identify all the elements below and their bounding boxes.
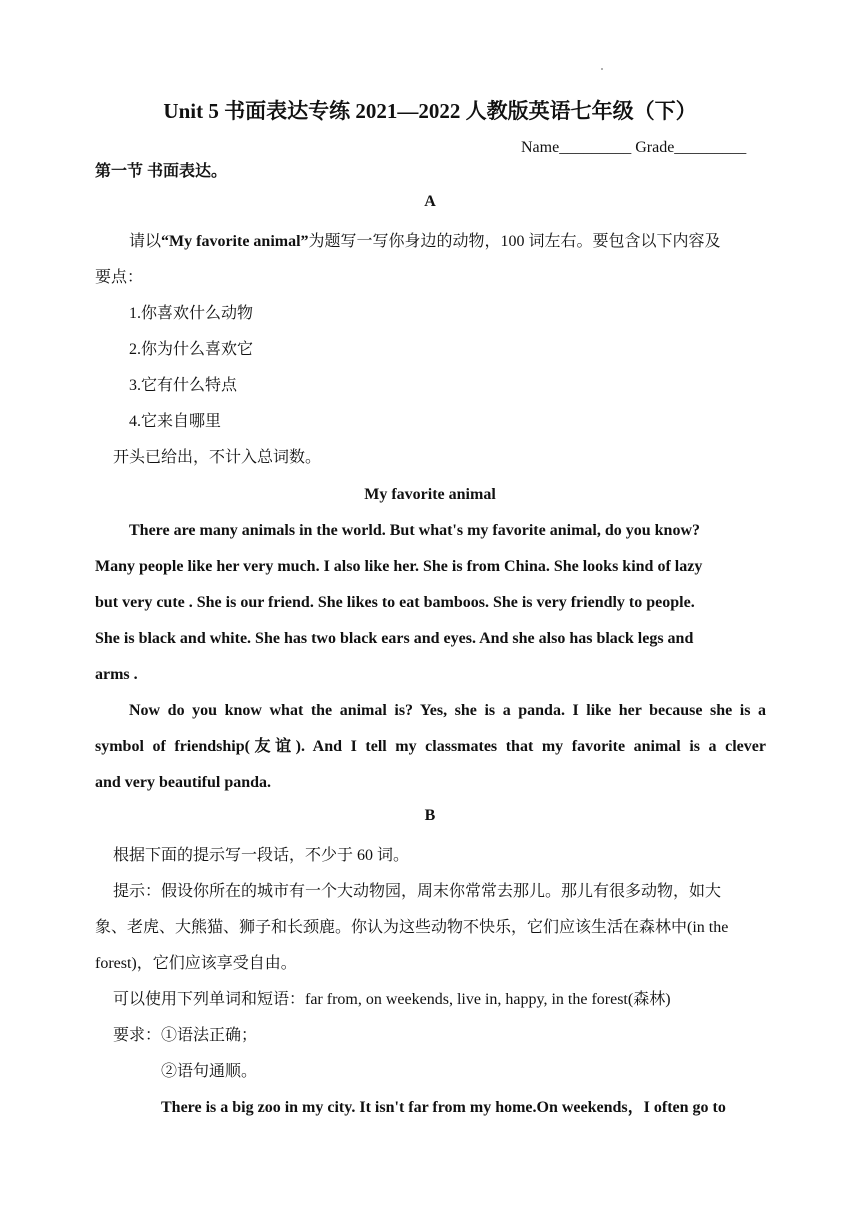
part-a-prompt [129,232,721,252]
point-item: 4.它来自哪里 [129,413,222,430]
prompt-text-post: 为题写一写你身边的动物，100 词左右。要包含以下内容及 [308,233,721,250]
name-grade-line: Name_________ Grade_________ [521,139,747,156]
page-title: Unit 5 书面表达专练 2021—2022 人教版英语七年级（下） [163,99,697,123]
part-b-essay-start: There is a big zoo in my city. It isn't far from my home.On weekends，I often go to [161,1099,726,1116]
part-b-words: 可以使用下列单词和短语：far from, on weekends, live in, happy, in the forest(森林) [113,991,671,1008]
part-b-hint: forest)，它们应该享受自由。 [95,955,297,972]
point-item: 1.你喜欢什么动物 [129,305,254,322]
part-a-label: A [424,193,436,210]
part-b-requirement: ②语句通顺。 [161,1063,258,1080]
essay-line: and very beautiful panda. [95,774,272,791]
part-b-hint: 提示：假设你所在的城市有一个大动物园，周末你常常去那儿。那儿有很多动物，如大 [113,883,722,900]
section-heading: 第一节 书面表达。 [95,163,228,180]
prompt-text-pre: 请以 [129,233,162,250]
part-b-label: B [424,807,436,824]
part-a-prompt-cont: 要点： [95,269,144,286]
essay-line: Now do you know what the animal is? Yes, she is a panda. I like her because she is a [129,702,766,719]
essay-line: Many people like her very much. I also like her. She is from China. She looks kind of lazy [95,558,703,575]
part-a-note: 开头已给出，不计入总词数。 [113,449,322,466]
essay-line: symbol of friendship(友谊). And I tell my classmates that my favorite animal is a clever [95,738,766,755]
essay-line: but very cute . She is our friend. She likes to eat bamboos. She is very friendly to people. [95,594,695,611]
essay-title: My favorite animal [364,486,496,503]
essay-line: arms . [95,666,138,683]
part-b-hint: 象、老虎、大熊猫、狮子和长颈鹿。你认为这些动物不快乐，它们应该生活在森林中(in the [95,919,729,936]
page-mark [601,68,603,70]
part-b-instruction: 根据下面的提示写一段话，不少于 60 词。 [113,847,410,864]
point-item: 3.它有什么特点 [129,377,238,394]
point-item: 2.你为什么喜欢它 [129,341,254,358]
prompt-topic: “My favorite animal” [161,233,309,250]
essay-line: She is black and white. She has two black ears and eyes. And she also has black legs and [95,630,694,647]
essay-line: There are many animals in the world. But what's my favorite animal, do you know? [129,522,700,539]
part-b-requirement: 要求：①语法正确； [113,1027,258,1044]
